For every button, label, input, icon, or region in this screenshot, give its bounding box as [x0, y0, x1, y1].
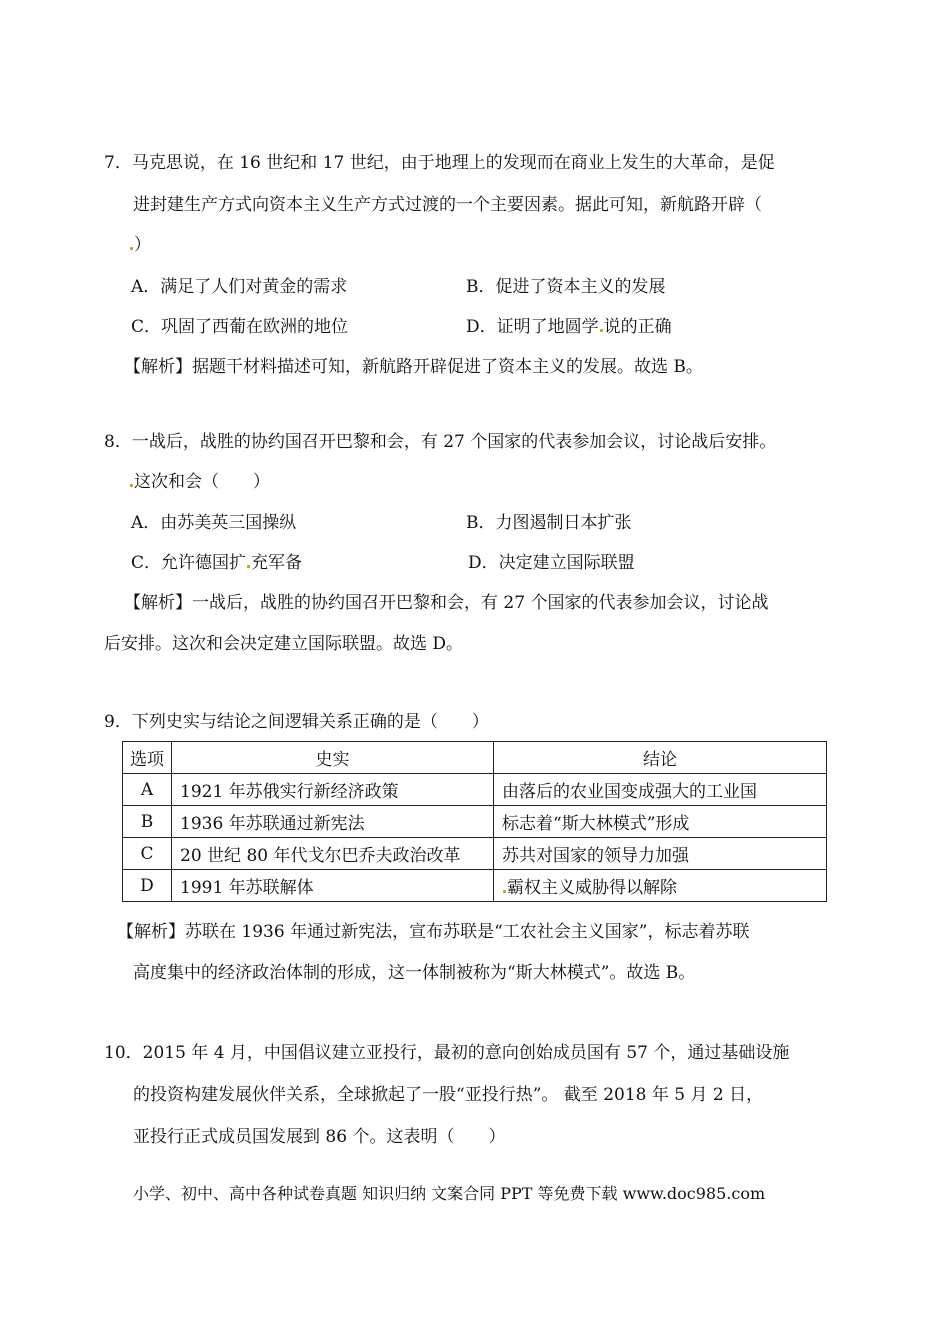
- q7-stem-line2: 进封建生产方式向资本主义生产方式过渡的一个主要因素。据此可知，新航路开辟（: [133, 195, 762, 215]
- q10-stem-line3: 亚投行正式成员国发展到 86 个。这表明（ ）: [133, 1127, 506, 1147]
- table-cell-fact: 1921 年苏俄实行新经济政策: [172, 774, 494, 806]
- q8-stem-text: 这次和会（ ）: [134, 472, 270, 492]
- q7-option-b: B．促进了资本主义的发展: [466, 277, 666, 297]
- emphasis-dot-icon: [503, 890, 506, 893]
- q7-option-d: [466, 312, 672, 337]
- page-footer: 小学、初中、高中各种试卷真题 知识归纳 文案合同 PPT 等免费下载 www.doc985.com: [133, 1184, 766, 1203]
- q8-option-c-part2: 充军备: [251, 553, 303, 573]
- q9-table: [122, 741, 827, 902]
- q8-option-a: A．由苏美英三国操纵: [131, 513, 297, 533]
- q10-stem-line2: 的投资构建发展伙伴关系，全球掀起了一股“亚投行热”。 截至 2018 年 5 月 2 日，: [133, 1085, 764, 1105]
- q7-bracket: ）: [134, 235, 151, 255]
- table-row: [123, 806, 827, 838]
- q10-stem-line1: 10．2015 年 4 月，中国倡议建立亚投行，最初的意向创始成员国有 57 个，通过基础设施: [104, 1043, 790, 1063]
- table-cell-option: C: [123, 838, 172, 870]
- q8-option-b: B．力图遏制日本扩张: [466, 513, 632, 533]
- q7-stem-line3: [129, 230, 151, 255]
- table-cell-conclusion: 由落后的农业国变成强大的工业国: [494, 774, 827, 806]
- q9-analysis-line1: 【解析】苏联在 1936 年通过新宪法，宣布苏联是“工农社会主义国家”，标志着苏联: [117, 922, 750, 942]
- table-header-fact: 史实: [172, 742, 494, 774]
- q8-option-c-part1: C．允许德国扩: [131, 553, 247, 573]
- table-cell-fact: 20 世纪 80 年代戈尔巴乔夫政治改革: [172, 838, 494, 870]
- q8-option-c: [131, 548, 302, 573]
- table-cell-conclusion: [494, 870, 827, 902]
- table-cell-fact: 1991 年苏联解体: [172, 870, 494, 902]
- q7-option-d-part1: D．证明了地圆学: [466, 317, 599, 337]
- table-header-option: 选项: [123, 742, 172, 774]
- q9-stem: 9．下列史实与结论之间逻辑关系正确的是（ ）: [104, 712, 489, 732]
- table-cell-conclusion-text: 霸权主义威胁得以解除: [507, 878, 677, 898]
- q7-analysis: 【解析】据题干材料描述可知，新航路开辟促进了资本主义的发展。故选 B。: [124, 357, 703, 377]
- table-cell-option: A: [123, 774, 172, 806]
- emphasis-dot-icon: [130, 247, 133, 250]
- q8-stem-line2: [129, 467, 270, 492]
- q8-analysis-line1: 【解析】一战后，战胜的协约国召开巴黎和会，有 27 个国家的代表参加会议，讨论战: [124, 593, 769, 613]
- q7-option-a: A．满足了人们对黄金的需求: [131, 277, 348, 297]
- table-cell-conclusion: 苏共对国家的领导力加强: [494, 838, 827, 870]
- q7-stem-line1: 7．马克思说，在 16 世纪和 17 世纪，由于地理上的发现而在商业上发生的大革命，是促: [104, 153, 775, 173]
- emphasis-dot-icon: [130, 484, 133, 487]
- table-cell-option: B: [123, 806, 172, 838]
- table-cell-fact: 1936 年苏联通过新宪法: [172, 806, 494, 838]
- q8-stem-line1: 8．一战后，战胜的协约国召开巴黎和会，有 27 个国家的代表参加会议，讨论战后安排。: [104, 432, 777, 452]
- table-cell-option: D: [123, 870, 172, 902]
- table-cell-conclusion: 标志着“斯大林模式”形成: [494, 806, 827, 838]
- q7-option-c: C．巩固了西葡在欧洲的地位: [131, 317, 349, 337]
- table-header-row: [123, 742, 827, 774]
- table-row: [123, 774, 827, 806]
- q7-option-d-part2: 说的正确: [603, 317, 672, 337]
- q9-analysis-line2: 高度集中的经济政治体制的形成，这一体制被称为“斯大林模式”。故选 B。: [133, 963, 696, 983]
- table-row: [123, 838, 827, 870]
- emphasis-dot-icon: [600, 329, 603, 332]
- table-header-conclusion: 结论: [494, 742, 827, 774]
- emphasis-dot-icon: [247, 565, 250, 568]
- q8-analysis-line2: 后安排。这次和会决定建立国际联盟。故选 D。: [104, 634, 464, 654]
- q8-option-d: D．决定建立国际联盟: [468, 553, 635, 573]
- table-row: [123, 870, 827, 902]
